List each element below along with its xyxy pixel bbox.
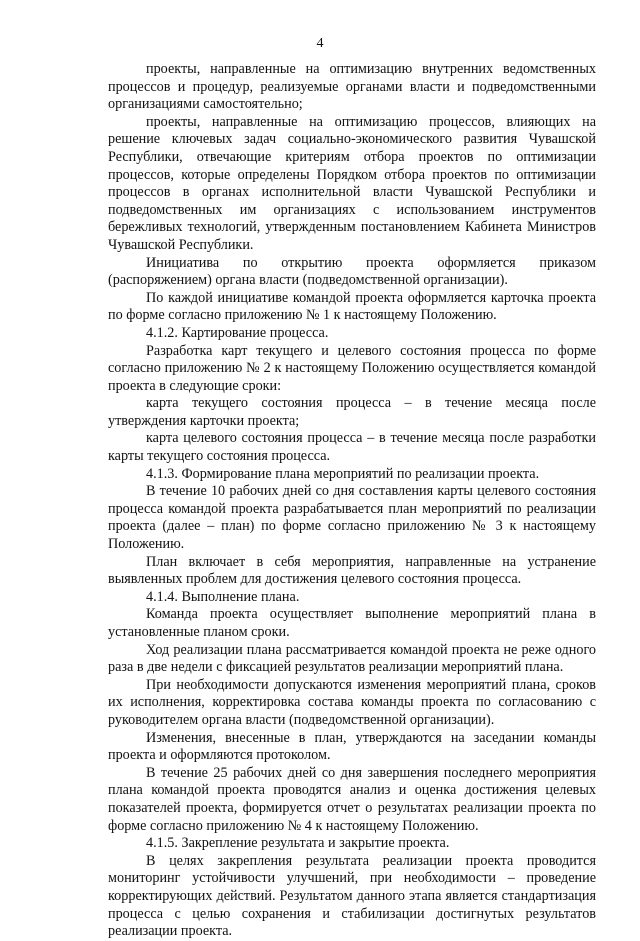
paragraph: Изменения, внесенные в план, утверждаются на заседании команды проекта и оформляются протоколом.: [108, 729, 596, 764]
paragraph: карта текущего состояния процесса – в течение месяца после утверждения карточки проекта;: [108, 395, 596, 429]
paragraph: проекты, направленные на оптимизацию процессов, влияющих на решение ключевых задач социально-экономического развития Чувашской Республики, отвечающие критериям отбора проектов по оптимизации процессов, которые определены Порядком отбора проектов по оптимизации процессов в органах исполнительной власти Чувашской Республики и подведомственных им организациях с использованием инструментов бережливых технологий, утвержденным постановлением Кабинета Министров Чувашской Республики.: [108, 113, 596, 253]
paragraph: карта целевого состояния процесса – в течение месяца после разработки карты текущего состояния процесса.: [108, 430, 596, 465]
document-body: [108, 61, 596, 941]
paragraph: В течение 10 рабочих дней со дня составления карты целевого состояния процесса командой проекта разрабатывается план мероприятий по реализации проекта (далее – план) по форме согласно приложению № 3 к настоящему Положению.: [108, 483, 596, 553]
paragraph: При необходимости допускаются изменения мероприятий плана, сроков их исполнения, корректировка состава команды проекта по согласованию с руководителем органа власти (подведомственной организации).: [108, 676, 596, 728]
section-heading: 4.1.5. Закрепление результата и закрытие проекта.: [146, 835, 450, 852]
section-heading: 4.1.2. Картирование процесса.: [146, 324, 329, 341]
paragraph: проекты, направленные на оптимизацию внутренних ведомственных процессов и процедур, реализуемые органами власти и подведомственными организациями самостоятельно;: [108, 61, 596, 113]
paragraph: Разработка карт текущего и целевого состояния процесса по форме согласно приложению № 2 к настоящему Положению осуществляется командой проекта в следующие сроки:: [108, 342, 596, 394]
page-number: 4: [316, 36, 324, 51]
paragraph: Ход реализации плана рассматривается командой проекта не реже одного раза в две недели с фиксацией результатов реализации мероприятий плана.: [108, 641, 596, 676]
paragraph: Инициатива по открытию проекта оформляется приказом (распоряжением) органа власти (подведомственной организации).: [108, 254, 596, 289]
paragraph: План включает в себя мероприятия, направленные на устранение выявленных проблем для достижения целевого состояния процесса.: [108, 553, 596, 588]
paragraph: В течение 25 рабочих дней со дня завершения последнего мероприятия плана командой проекта проводятся анализ и оценка достижения целевых показателей проекта, формируется отчет о результатах реализации проекта по форме согласно приложению № 4 к настоящему Положению.: [108, 764, 596, 834]
section-heading: 4.1.4. Выполнение плана.: [146, 588, 300, 605]
section-heading: 4.1.3. Формирование плана мероприятий по реализации проекта.: [146, 465, 540, 482]
paragraph: В целях закрепления результата реализации проекта проводится мониторинг устойчивости улучшений, при необходимости – проведение корректирующих действий. Результатом данного этапа является стандартизация процесса с целью сохранения и стабилизации достигнутых результатов реализации проекта.: [108, 852, 596, 940]
paragraph: По каждой инициативе командой проекта оформляется карточка проекта по форме согласно приложению № 1 к настоящему Положению.: [108, 289, 596, 324]
paragraph: Команда проекта осуществляет выполнение мероприятий плана в установленные планом сроки.: [108, 606, 596, 640]
